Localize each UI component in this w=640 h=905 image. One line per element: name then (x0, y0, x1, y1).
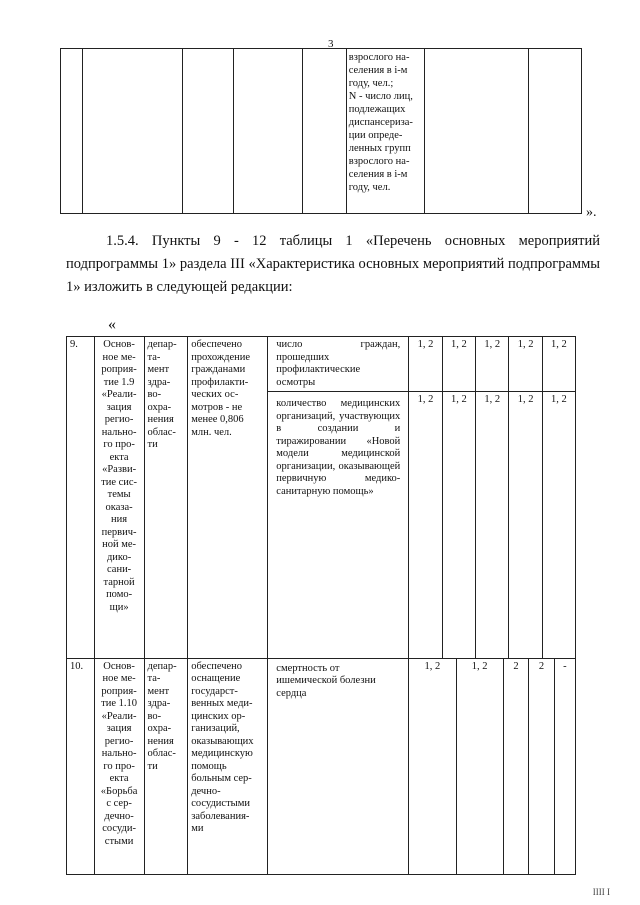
executor-line: депар- (147, 660, 177, 672)
measure-line: «Реали- (101, 389, 137, 400)
page-number: 3 (328, 38, 334, 50)
result-line: больным сер- (191, 773, 252, 784)
text-line: диспансериза- (348, 117, 413, 128)
indicator-value: 1, 2 (509, 337, 542, 392)
indicator-value: 1, 2 (442, 392, 475, 658)
text-line: году, чел. (348, 182, 391, 193)
measure-line: помо- (106, 589, 133, 600)
indicator-text: количество медицинских организаций, участвующих в создании и тиражировании «Новой модели медицинской организации, оказывающей первичную медико-санитарную помощь» (268, 392, 409, 658)
measure-line: екта (109, 451, 129, 463)
indicator-value: - (563, 660, 567, 672)
result-line: млн. чел. (191, 426, 232, 438)
measure-line: «Разви- (102, 464, 137, 475)
indicator-value: 2 (529, 659, 554, 874)
measure-line: го про- (103, 760, 135, 772)
indicator-text: смертность от ишемической болезни сердца (268, 659, 409, 874)
measure-line: оказа- (105, 501, 133, 513)
indicator-value: 1, 2 (409, 392, 442, 658)
measure-line: регио- (104, 735, 134, 747)
text-line: N - число лиц, (348, 91, 413, 102)
measure-line: тие сис- (101, 476, 138, 488)
measure-line: ной ме- (102, 539, 137, 550)
result-line: мотров - не (191, 401, 243, 413)
measure-line: нально- (101, 426, 137, 438)
text-line: взрослого на- (348, 52, 410, 63)
executor-line: ти (147, 760, 158, 772)
indicator-value: 1, 2 (509, 392, 542, 658)
executor-line: здра- (147, 698, 171, 709)
top-table-formula-text (346, 49, 425, 214)
indicators-cell (268, 337, 576, 659)
amendment-paragraph: 1.5.4. Пункты 9 - 12 таблицы 1 «Перечень основных мероприятий подпрограммы 1» раздела III «Характеристика основных мероприятий подпрограммы 1» изложить в следующей редакции: (66, 233, 600, 295)
measure-line: тие 1.9 (103, 376, 135, 388)
measure-line: тие 1.10 (101, 698, 138, 709)
measure-line: «Реали- (101, 710, 137, 722)
table-row (67, 658, 576, 874)
table-row (67, 337, 576, 659)
result-cell (188, 658, 268, 874)
text-line: взрослого на- (348, 156, 410, 167)
measure-line: роприя- (101, 685, 137, 697)
measure-line: зация (106, 723, 132, 734)
measure-line: щи» (109, 601, 129, 613)
measure-cell (94, 337, 144, 659)
result-line: обеспечено (191, 339, 243, 350)
indicator-value: 1, 2 (542, 392, 575, 658)
measure-line: Основ- (103, 660, 135, 672)
result-line: ми (191, 823, 204, 834)
executor-line: нения (147, 414, 174, 425)
text-line: подлежащих (348, 104, 406, 115)
close-quote: ». (586, 205, 597, 220)
measure-line: екта (109, 773, 129, 784)
result-line: ганизаций, (191, 723, 240, 734)
result-line: гражданами (191, 364, 246, 375)
result-line: ческих ос- (191, 389, 239, 400)
top-table (60, 48, 582, 214)
result-line: менее 0,806 (191, 414, 244, 425)
result-line: помощь (191, 760, 227, 772)
indicators-cell (268, 658, 576, 874)
executor-cell (144, 658, 188, 874)
indicator-text: число граждан, прошедших профилактические осмотры (268, 337, 409, 392)
executor-line: облас- (147, 426, 176, 438)
measure-line: сосуди- (102, 823, 136, 834)
executor-line: мент (147, 685, 170, 697)
executor-line: та- (147, 673, 161, 684)
result-line: прохождение (191, 351, 251, 363)
executor-line: охра- (147, 723, 172, 734)
text-line: году, чел.; (348, 78, 394, 89)
executor-line: ти (147, 439, 158, 450)
measure-line: регио- (104, 414, 134, 425)
measure-line: «Борьба (100, 785, 138, 797)
measure-line: дечно- (104, 810, 134, 822)
measure-line: сани- (107, 564, 132, 575)
result-line: венных меди- (191, 698, 253, 709)
executor-line: мент (147, 364, 170, 375)
measure-line: первич- (101, 526, 137, 538)
executor-line: во- (147, 710, 162, 722)
executor-line: депар- (147, 339, 177, 350)
executor-line: та- (147, 351, 161, 363)
executor-line: охра- (147, 401, 172, 413)
measure-line: темы (107, 489, 131, 500)
result-line: дечно- (191, 785, 221, 797)
result-line: заболевания- (191, 810, 250, 822)
indicator-value: 1, 2 (456, 659, 503, 874)
executor-line: во- (147, 389, 162, 400)
indicator-value: 2 (503, 659, 528, 874)
measure-line: стыми (104, 835, 134, 847)
row-number: 10. (67, 658, 95, 874)
result-line: обеспечено (191, 660, 243, 672)
measure-line: зация (106, 401, 132, 413)
text-line: ленных групп (348, 143, 411, 154)
result-line: сосудистыми (191, 798, 250, 809)
indicator-value: 1, 2 (442, 337, 475, 392)
executor-cell (144, 337, 188, 659)
measure-line: нально- (101, 748, 137, 759)
measure-line: тарной (103, 576, 135, 588)
result-line: государст- (191, 685, 238, 697)
measure-line: роприя- (101, 364, 137, 375)
indicator-value: 1, 2 (542, 337, 575, 392)
measure-line: го про- (103, 439, 135, 450)
footer-mark: IIII I (592, 887, 610, 897)
measure-cell (94, 658, 144, 874)
indicator-value: 1, 2 (409, 337, 442, 392)
measure-line: дико- (106, 551, 132, 563)
indicator-value: 1, 2 (409, 659, 456, 874)
result-line: профилакти- (191, 376, 249, 388)
result-line: оснащение (191, 673, 241, 684)
text-line: селения в i-м (348, 169, 408, 180)
text-line: селения в i-м (348, 65, 408, 76)
executor-line: облас- (147, 748, 176, 759)
indicator-value: 1, 2 (476, 337, 509, 392)
executor-line: нения (147, 735, 174, 747)
result-cell (188, 337, 268, 659)
indicator-value: 1, 2 (476, 392, 509, 658)
main-table (66, 336, 576, 875)
text-line: ции опреде- (348, 130, 403, 141)
executor-line: здра- (147, 376, 171, 388)
row-number: 9. (67, 337, 95, 659)
measure-line: ное ме- (102, 673, 136, 684)
measure-line: Основ- (103, 339, 135, 350)
measure-line: ния (111, 514, 128, 525)
measure-line: ное ме- (102, 351, 136, 363)
measure-line: с сер- (106, 798, 132, 809)
result-line: оказывающих (191, 735, 254, 747)
open-quote: « (108, 316, 116, 333)
result-line: медицинскую (191, 748, 253, 759)
result-line: цинских ор- (191, 710, 246, 722)
